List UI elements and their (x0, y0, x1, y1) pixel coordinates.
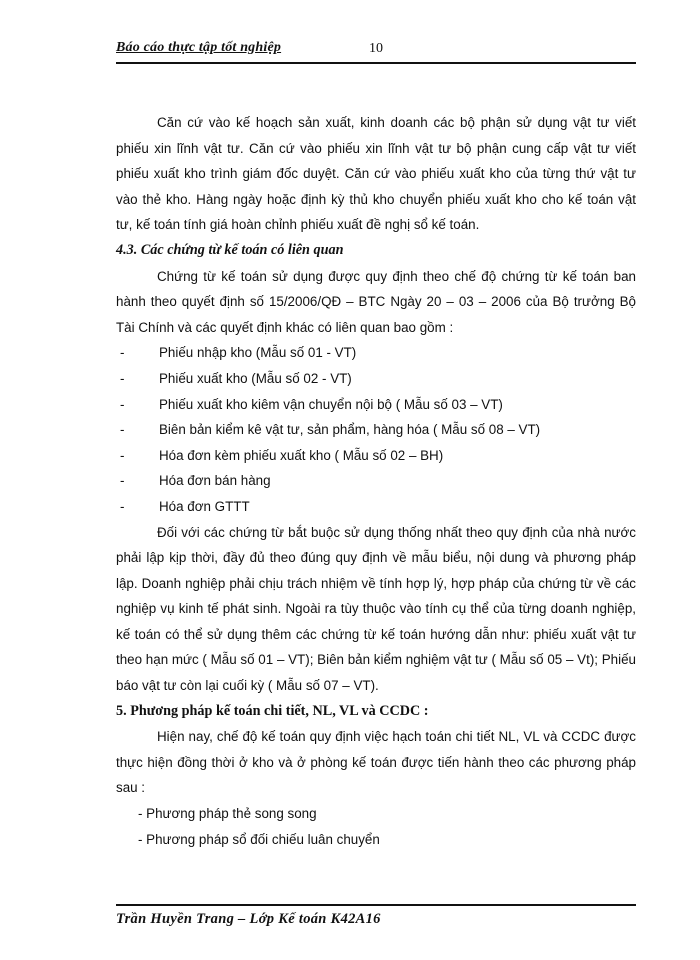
page-number: 10 (369, 41, 383, 56)
list-dash: - (120, 498, 125, 514)
list-dash: - (120, 396, 125, 412)
list-dash: - (120, 422, 125, 438)
list-item: - Phiếu xuất kho kiêm vận chuyển nội bộ ( Mẫu số 03 – VT) (116, 392, 636, 418)
header-title: Báo cáo thực tập tốt nghiệp (116, 40, 282, 55)
list-dash: - (120, 370, 125, 386)
page-footer (116, 904, 636, 928)
list-item: - Phiếu nhập kho (Mẫu số 01 - VT) (116, 340, 636, 366)
list-dash: - (120, 345, 125, 361)
section-heading-4-3: 4.3. Các chứng từ kế toán có liên quan (116, 241, 344, 258)
list-item: - Hóa đơn kèm phiếu xuất kho ( Mẫu số 02 – BH) (116, 443, 636, 469)
list-dash: - (120, 447, 125, 463)
method-item: - Phương pháp sổ đối chiếu luân chuyển (138, 831, 380, 847)
list-dash: - (120, 473, 125, 489)
list-item: - Hóa đơn GTTT (116, 494, 636, 520)
paragraph-chung-tu: Chứng từ kế toán sử dụng được quy định theo chế độ chứng từ kế toán ban hành theo quyết định số 15/2006/QĐ – BTC Ngày 20 – 03 – 2006 của Bộ trưởng Bộ Tài Chính và các quyết định khác có liên quan bao gồm : (116, 268, 636, 335)
method-item: - Phương pháp thẻ song song (138, 806, 317, 822)
paragraph-chung-tu-bat-buoc: Đối với các chứng từ bắt buộc sử dụng thống nhất theo quy định của nhà nước phải lập kịp thời, đầy đủ theo đúng quy định về mẫu biểu, nội dung và phương pháp lập. Doanh nghiệp phải chịu trách nhiệm về tính hợp lý, hợp pháp của chứng từ về các nghiệp vụ kinh tế phát sinh. Ngoài ra tùy thuộc vào tính cụ thể của từng doanh nghiệp, kế toán có thể sử dụng thêm các chứng từ kế toán hướng dẫn như: phiếu xuất vật tư theo hạn mức ( Mẫu số 01 – VT); Biên bản kiểm nghiệm vật tư ( Mẫu số 05 – Vt); Phiếu báo vật tư còn lại cuối kỳ ( Mẫu số 07 – VT). (116, 524, 636, 694)
list-item: - Phiếu xuất kho (Mẫu số 02 - VT) (116, 366, 636, 392)
paragraph-vat-tu-xuat: Căn cứ vào kế hoạch sản xuất, kinh doanh các bộ phận sử dụng vật tư viết phiếu xin lĩnh vật tư. Căn cứ vào phiếu xin lĩnh vật tư bộ phận cung cấp vật tư viết phiếu xuất kho trình giám đốc duyệt. Căn cứ vào phiếu xuất kho của từng thứ vật tư vào thẻ kho. Hàng ngày hoặc định kỳ thủ kho chuyển phiếu xuất kho cho kế toán vật tư, kế toán tính giá hoàn chỉnh phiếu xuất đề nghị sổ kế toán. (116, 115, 636, 233)
section-heading-5: 5. Phương pháp kế toán chi tiết, NL, VL và CCDC : (116, 702, 429, 719)
page-header (116, 40, 636, 64)
paragraph-hach-toan: Hiện nay, chế độ kế toán quy định việc hạch toán chi tiết NL, VL và CCDC được thực hiện đồng thời ở kho và ở phòng kế toán được tiến hành theo các phương pháp sau : (116, 729, 636, 796)
document-list (116, 340, 636, 519)
footer-author: Trần Huyền Trang – Lớp Kế toán K42A16 (116, 911, 381, 927)
list-item: - Hóa đơn bán hàng (116, 468, 636, 494)
list-item: - Biên bản kiểm kê vật tư, sản phẩm, hàng hóa ( Mẫu số 08 – VT) (116, 417, 636, 443)
document-body (116, 110, 636, 852)
